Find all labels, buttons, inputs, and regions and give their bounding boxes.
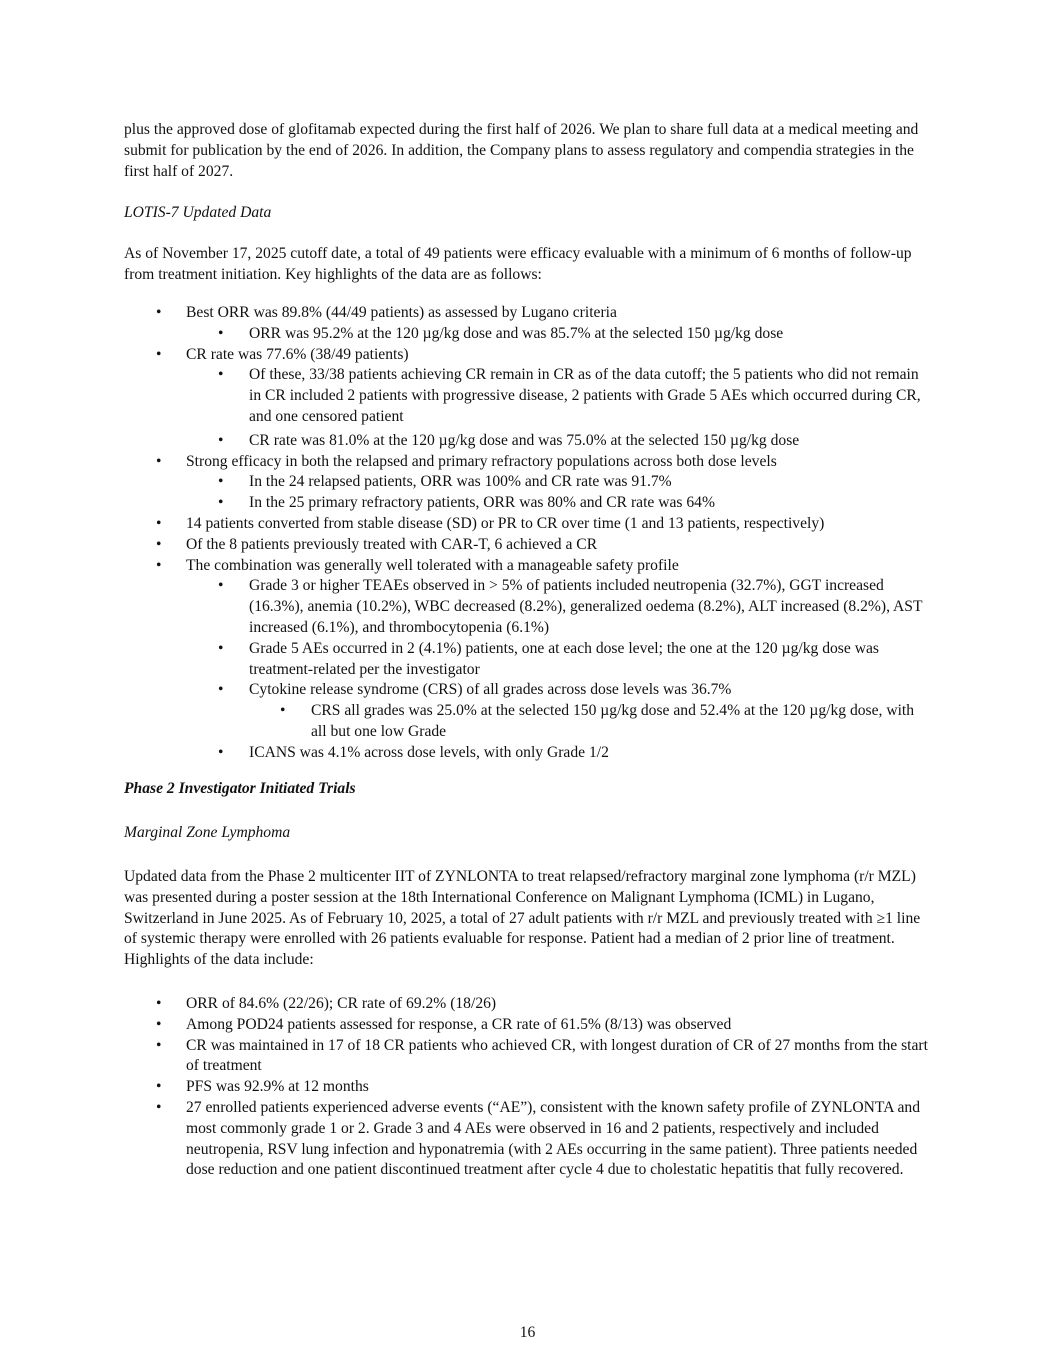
list-item: • Grade 5 AEs occurred in 2 (4.1%) patients, one at each dose level; the one at the 120 µg/kg dose was treatment-related per the investigator	[218, 639, 879, 678]
bullet-icon: •	[218, 743, 224, 761]
list-item: • Of these, 33/38 patients achieving CR remain in CR as of the data cutoff; the 5 patients who did not remain in CR included 2 patients with progressive disease, 2 patients with Grade 5 AEs which occurred during CR, and one censored patient	[218, 366, 921, 425]
list-item: • In the 24 relapsed patients, ORR was 100% and CR rate was 91.7%	[0, 472, 1055, 493]
lotis7-heading: LOTIS-7 Updated Data	[124, 204, 272, 221]
list-item: • Grade 3 or higher TEAEs observed in > 5% of patients included neutropenia (32.7%), GGT increased (16.3%), anemia (10.2%), WBC decreased (8.2%), generalized oedema (8.2%), ALT increased (8.2%), AST increased (6.1%), and thrombocytopenia (6.1%)	[218, 577, 923, 636]
page-number: 16	[519, 1324, 536, 1341]
bullet-icon: •	[218, 473, 224, 491]
list-item: • CR rate was 77.6% (38/49 patients)	[0, 345, 1055, 366]
list-item: • CR rate was 81.0% at the 120 µg/kg dose and was 75.0% at the selected 150 µg/kg dose	[0, 431, 1055, 452]
phase2-paragraph: Updated data from the Phase 2 multicenter IIT of ZYNLONTA to treat relapsed/refractory marginal zone lymphoma (r/r MZL) was presented during a poster session at the 18th International Conference on Malignant Lymphoma (ICML) in Lugano, Switzerland in June 2025. As of February 10, 2025, a total of 27 adult patients with r/r MZL and previously treated with ≥1 line of systemic therapy were enrolled with 26 patients evaluable for response. Patient had a median of 2 prior line of treatment. Highlights of the data include:	[124, 868, 921, 969]
list-item: • 27 enrolled patients experienced adverse events (“AE”), consistent with the known safety profile of ZYNLONTA and most commonly grade 1 or 2. Grade 3 and 4 AEs were observed in 16 and 2 patients, respectively and included neutropenia, RSV lung infection and hyponatremia (with 2 AEs occurring in the same patient). Three patients needed dose reduction and one patient discontinued treatment after cycle 4 due to cholestatic hepatitis that fully recovered.	[156, 1098, 921, 1179]
bullet-icon: •	[156, 1015, 162, 1033]
bullet-icon: •	[156, 1098, 162, 1116]
bullet-icon: •	[218, 681, 224, 699]
list-item: • In the 25 primary refractory patients, ORR was 80% and CR rate was 64%	[0, 493, 1055, 514]
bullet-icon: •	[156, 535, 162, 553]
list-item: • Cytokine release syndrome (CRS) of all grades across dose levels was 36.7%	[0, 680, 1055, 701]
bullet-icon: •	[156, 514, 162, 532]
bullet-icon: •	[156, 1036, 162, 1054]
bullet-icon: •	[156, 1078, 162, 1096]
bullet-icon: •	[156, 452, 162, 470]
list-item: • CR was maintained in 17 of 18 CR patients who achieved CR, with longest duration of CR of 27 months from the start of treatment	[156, 1036, 928, 1075]
list-item: • ORR was 95.2% at the 120 µg/kg dose and was 85.7% at the selected 150 µg/kg dose	[0, 324, 1055, 345]
list-item: • 14 patients converted from stable disease (SD) or PR to CR over time (1 and 13 patients, respectively)	[0, 514, 1055, 535]
bullet-icon: •	[218, 494, 224, 512]
list-item: • PFS was 92.9% at 12 months	[0, 1077, 1055, 1098]
bullet-icon: •	[218, 577, 224, 595]
bullet-icon: •	[218, 431, 224, 449]
intro-paragraph: plus the approved dose of glofitamab expected during the first half of 2026. We plan to share full data at a medical meeting and submit for publication by the end of 2026. In addition, the Company plans to assess regulatory and compendia strategies in the first half of 2027.	[124, 121, 919, 180]
list-item: • Of the 8 patients previously treated with CAR-T, 6 achieved a CR	[0, 535, 1055, 556]
bullet-icon: •	[156, 345, 162, 363]
bullet-icon: •	[156, 556, 162, 574]
bullet-icon: •	[218, 366, 224, 384]
phase2-heading: Phase 2 Investigator Initiated Trials	[124, 780, 356, 797]
list-item: • Strong efficacy in both the relapsed and primary refractory populations across both dose levels	[0, 452, 1055, 473]
bullet-icon: •	[280, 702, 286, 720]
list-item: • CRS all grades was 25.0% at the selected 150 µg/kg dose and 52.4% at the 120 µg/kg dose, with all but one low Grade	[280, 702, 915, 740]
bullet-icon: •	[156, 304, 162, 321]
bullet-icon: •	[156, 995, 162, 1012]
phase2-subheading: Marginal Zone Lymphoma	[124, 824, 291, 841]
list-item: • The combination was generally well tolerated with a manageable safety profile	[0, 556, 1055, 577]
lotis7-bullet-list	[0, 303, 1055, 764]
bullet-icon: •	[218, 639, 224, 657]
list-item: • Best ORR was 89.8% (44/49 patients) as assessed by Lugano criteria	[0, 303, 1055, 324]
list-item: • ICANS was 4.1% across dose levels, with only Grade 1/2	[0, 743, 1055, 764]
list-item: • Among POD24 patients assessed for response, a CR rate of 61.5% (8/13) was observed	[0, 1015, 1055, 1036]
bullet-icon: •	[218, 324, 224, 342]
list-item: • ORR of 84.6% (22/26); CR rate of 69.2% (18/26)	[0, 994, 1055, 1015]
phase2-bullet-list	[0, 994, 1055, 1181]
lotis7-paragraph: As of November 17, 2025 cutoff date, a total of 49 patients were efficacy evaluable with a minimum of 6 months of follow-up from treatment initiation. Key highlights of the data are as follows:	[124, 245, 912, 283]
